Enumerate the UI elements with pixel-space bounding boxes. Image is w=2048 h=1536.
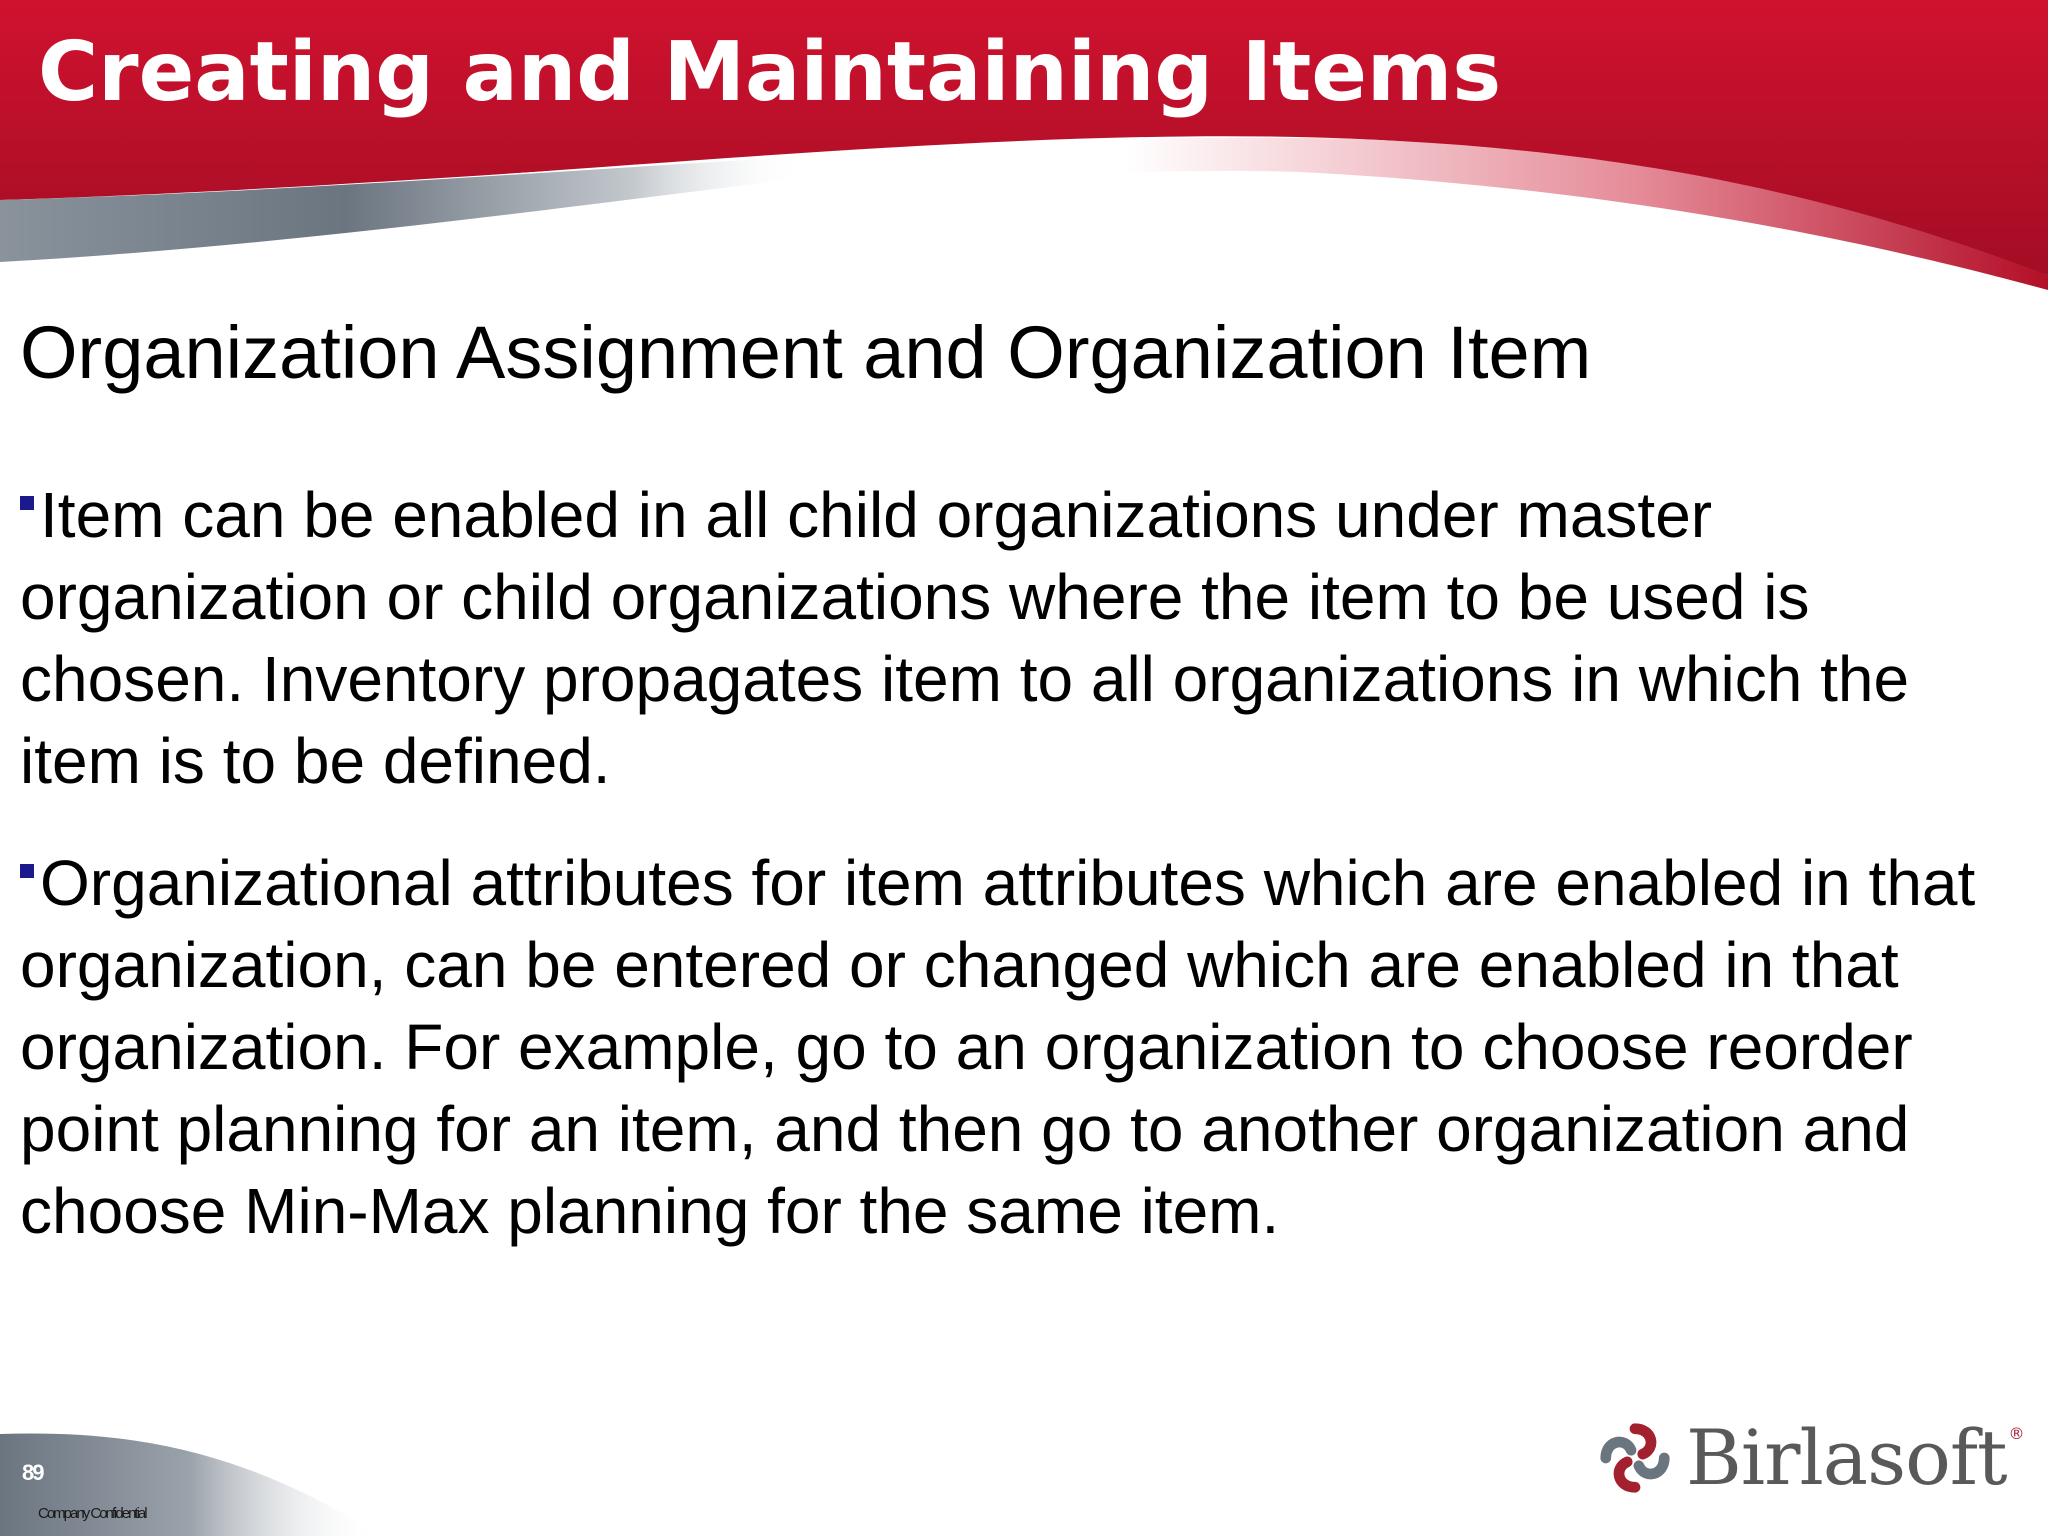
square-bullet-icon — [20, 496, 34, 510]
confidential-label: Company Confidential — [38, 1505, 146, 1522]
bullet-item — [20, 474, 2030, 802]
brand-logo — [1596, 1413, 2025, 1502]
bullet-text: Item can be enabled in all child organizations under master organization or child organizations where the item to be used is chosen. Inventory propagates item to all organizations in which the item is to be defined. — [20, 479, 1910, 797]
bullet-item — [20, 842, 2030, 1252]
page-number: 89 — [22, 1460, 43, 1485]
registered-mark: ® — [2008, 1424, 2025, 1443]
slide-title: Creating and Maintaining Items — [38, 25, 1502, 120]
square-bullet-icon — [20, 864, 34, 878]
bullet-list — [20, 474, 2030, 1292]
birlasoft-swirl-icon — [1596, 1419, 1674, 1497]
bullet-text: Organizational attributes for item attributes which are enabled in that organization, can be entered or changed which are enabled in that organization. For example, go to an organization to choose reorder point planning for an item, and then go to another organization and choose Min-Max planning for the same item. — [20, 847, 1976, 1247]
brand-name: Birlasoft — [1686, 1413, 2007, 1502]
section-subtitle: Organization Assignment and Organization Item — [20, 311, 1592, 394]
